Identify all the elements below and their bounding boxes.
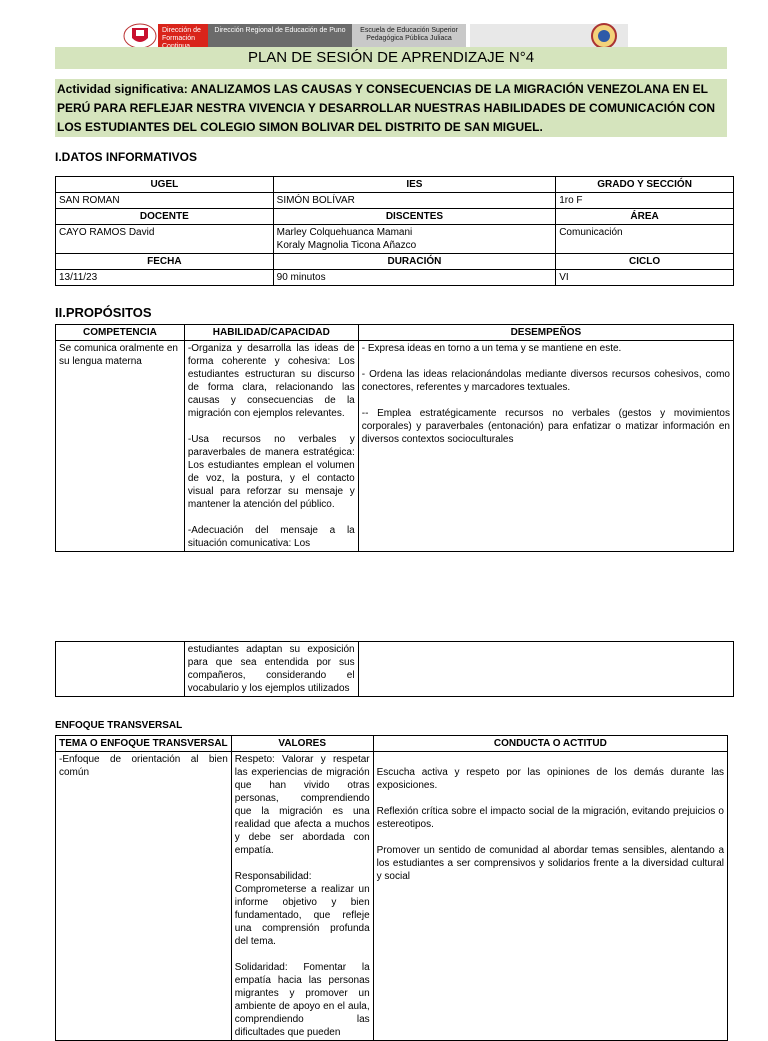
header-direccion-formacion: Dirección de Formación	[158, 24, 208, 48]
value-grado: 1ro F	[556, 193, 734, 209]
header-discentes: DISCENTES	[273, 209, 556, 225]
propositos-table-continued	[55, 641, 734, 697]
value-competencia: Se comunica oralmente en su lengua materna	[56, 341, 185, 552]
value-tema: -Enfoque de orientación al bien común	[56, 752, 232, 1041]
header-habilidad: HABILIDAD/CAPACIDAD	[184, 325, 358, 341]
section-propositos: II.PROPÓSITOS	[55, 305, 152, 320]
header-direccion-regional: Dirección Regional de Educación de Puno	[208, 24, 352, 48]
value-valores: Respeto: Valorar y respetar las experiencias de migración que han vivido otras personas, comprendiendo que la migración es una realidad que afecta a muchos y debe ser abordada con empatía. Responsabilidad: Comprometerse a realizar un informe objetivo y bien fundamentado, que refleje una comprensión profunda del tema. Solidaridad: Fomentar la empatía hacia las personas migrantes y promover un ambiente de apoyo en el aula, comprendiendo las dificultades que pueden	[231, 752, 373, 1041]
value-ies: SIMÓN BOLÍVAR	[273, 193, 556, 209]
value-fecha: 13/11/23	[56, 270, 274, 286]
empty-cell	[56, 642, 185, 697]
page-title: PLAN DE SESIÓN DE APRENDIZAJE N°4	[55, 47, 727, 69]
datos-table	[55, 176, 734, 286]
header-ciclo: CICLO	[556, 254, 734, 270]
propositos-table	[55, 324, 734, 552]
value-conducta: Escucha activa y respeto por las opiniones de los demás durante las exposiciones. Reflexión crítica sobre el impacto social de la migración, evitando prejuicios o estereotipos. Promover un sentido de comunidad al abordar temas sensibles, alentando a los estudiantes a ser comprensivos y solidarios frente a la diversidad cultural y social	[373, 752, 727, 1041]
value-discentes: Marley Colquehuanca Mamani Koraly Magnolia Ticona Añazco	[273, 225, 556, 254]
enfoque-table	[55, 735, 728, 1041]
value-habilidad-part2: estudiantes adaptan su exposición para que sea entendida por sus compañeros, considerando el vocabulario y los ejemplos utilizados	[184, 642, 358, 697]
header-competencia: COMPETENCIA	[56, 325, 185, 341]
header-ies: IES	[273, 177, 556, 193]
section-datos-informativos: I.DATOS INFORMATIVOS	[55, 150, 198, 164]
section-enfoque-transversal: ENFOQUE TRANSVERSAL	[55, 720, 183, 731]
header-grado: GRADO Y SECCIÓN	[556, 177, 734, 193]
header-ugel: UGEL	[56, 177, 274, 193]
activity-description: Actividad significativa: ANALIZAMOS LAS CAUSAS Y CONSECUENCIAS DE LA MIGRACIÓN VENEZOLANA EN EL PERÚ PARA REFLEJAR NESTRA VIVENCIA Y DESARROLLAR NUESTRAS HABILIDADES DE COMUNICACIÓN CON LOS ESTUDIANTES DEL COLEGIO SIMON BOLIVAR DEL DISTRITO DE SAN MIGUEL.	[55, 79, 727, 137]
header-docente: DOCENTE	[56, 209, 274, 225]
header-valores: VALORES	[231, 736, 373, 752]
value-ciclo: VI	[556, 270, 734, 286]
header-duracion: DURACIÓN	[273, 254, 556, 270]
value-habilidad-part1: -Organiza y desarrolla las ideas de forma coherente y cohesiva: Los estudiantes estructuran su discurso de forma clara, relacionando las causas y consecuencias de la migración con ejemplos relevantes. -Usa recursos no verbales y paraverbales de manera estratégica: Los estudiantes emplean el volumen de voz, la postura, y el contacto visual para reforzar su mensaje y mantener la atención del público. -Adecuación del mensaje a la situación comunicativa: Los	[184, 341, 358, 552]
header-area: ÁREA	[556, 209, 734, 225]
value-duracion: 90 minutos	[273, 270, 556, 286]
header-tema: TEMA O ENFOQUE TRANSVERSAL	[56, 736, 232, 752]
header-escuela: Escuela de Educación Superior Pedagógica Pública Juliaca	[352, 24, 466, 48]
value-ugel: SAN ROMAN	[56, 193, 274, 209]
header-conducta: CONDUCTA O ACTITUD	[373, 736, 727, 752]
header-fecha: FECHA	[56, 254, 274, 270]
value-docente: CAYO RAMOS David	[56, 225, 274, 254]
school-emblem-logo	[590, 22, 618, 50]
value-area: Comunicación	[556, 225, 734, 254]
peru-shield-logo	[122, 22, 158, 50]
header-desempenos: DESEMPEÑOS	[358, 325, 733, 341]
empty-cell	[358, 642, 733, 697]
value-desempenos: - Expresa ideas en torno a un tema y se mantiene en este. - Ordena las ideas relacionándolas mediante diversos recursos cohesivos, como conectores, referentes y marcadores textuales. -- Emplea estratégicamente recursos no verbales (gestos y movimientos corporales) y paraverbales (entonación) para enfatizar o matizar información en diversos contextos socioculturales	[358, 341, 733, 552]
